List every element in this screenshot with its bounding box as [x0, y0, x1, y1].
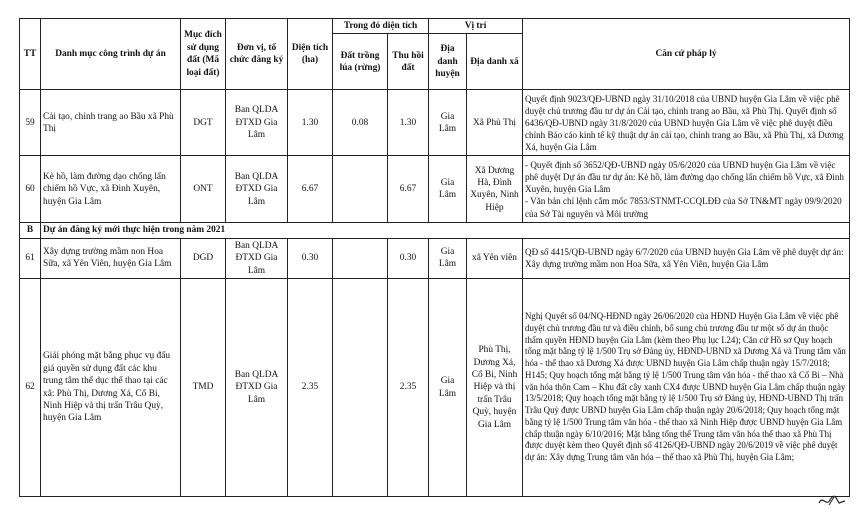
table-row	[20, 279, 850, 497]
row-legal-basis: Nghị Quyết số 04/NQ-HĐND ngày 26/06/2020 của HĐND Huyện Gia Lâm về việc phê duyệt chủ trương đầu tư và điều chỉnh, bổ sung chủ trương đầu tư một số dự án thuộc thẩm quyền HĐND huyện Gia Lâm (kèm theo Phụ lục I.24); Căn cứ Hồ sơ Quy hoạch tổng mặt bằng tỷ lệ 1/500 Trụ sở Đảng ủy, HĐND-UBND xã Dương Xá và Trung tâm văn hóa - thể thao xã Dương Xá được UBND huyện Gia Lâm chấp thuận ngày 15/7/2018; H145; Quy hoạch tổng mặt bằng tỷ lệ 1/500 Trung tâm văn hóa - thể thao xã Cổ Bi – Nhà văn hóa thôn Cam – Khu đất cây xanh CX4 được UBND huyện Gia Lâm chấp thuận ngày 13/5/2018; Quy hoạch tổng mặt bằng tỷ lệ 1/500 Trụ sở Đảng ủy, HĐND-UBND Thị trấn Trâu Quỳ được UBND huyện Gia Lâm chấp thuận ngày 20/6/2018; Quy hoạch tổng mặt bằng tỷ lệ 1/500 Trung tâm văn hóa - thể thao xã Ninh Hiệp được UBND huyện Gia Lâm chấp thuận ngày 6/10/2016; Mặt bằng tổng thể Trung tâm văn hóa thể thao xã Phù Thị được duyệt kèm theo Quyết định số 4126/QĐ-UBND ngày 20/6/2019 về việc phê duyệt dự án: Xây dựng Trung tâm văn hóa – thể thao xã Phù Thị, huyện Gia Lâm;	[523, 279, 850, 497]
header-legal: Căn cứ pháp lý	[523, 19, 850, 90]
row-recovered: 0.30	[388, 238, 429, 278]
row-district: Gia Lâm	[429, 279, 467, 497]
row-legal-basis: QĐ số 4415/QĐ-UBND ngày 6/7/2020 của UBND huyện Gia Lâm về phê duyệt dự án: Xây dựng trường mầm non Hoa Sữa, xã Yên Viên, huyện Gia Lâm	[523, 238, 850, 278]
row-rice-land	[333, 279, 388, 497]
row-commune: Xã Dương Hà, Đình Xuyên, Ninh Hiệp	[467, 156, 523, 223]
row-land-code: DGT	[181, 90, 226, 156]
row-recovered: 2.35	[388, 279, 429, 497]
header-commune: Địa danh xã	[467, 34, 523, 90]
row-project-name: Kè hồ, làm đường dạo chống lấn chiếm hồ Vực, xã Đình Xuyên, huyện Gia Lâm	[41, 156, 181, 223]
row-rice-land: 0.08	[333, 90, 388, 156]
row-tt: 59	[20, 90, 41, 156]
section-row	[20, 223, 850, 238]
row-unit: Ban QLDA ĐTXD Gia Lâm	[226, 279, 288, 497]
row-commune: Phù Thị, Dương Xá, Cổ Bi, Ninh Hiệp và thị trấn Trâu Quỳ, huyện Gia Lâm	[467, 279, 523, 497]
row-rice-land	[333, 238, 388, 278]
row-tt: 61	[20, 238, 41, 278]
row-area: 2.35	[288, 279, 333, 497]
row-project-name: Xây dựng trường mầm non Hoa Sữa, xã Yên Viên, huyện Gia Lâm	[41, 238, 181, 278]
row-land-code: ONT	[181, 156, 226, 223]
row-tt: 62	[20, 279, 41, 497]
row-land-code: DGD	[181, 238, 226, 278]
header-district: Địa danh huyện	[429, 34, 467, 90]
header-project: Danh mục công trình dự án	[41, 19, 181, 90]
row-recovered: 1.30	[388, 90, 429, 156]
row-recovered: 6.67	[388, 156, 429, 223]
initial-signature-mark	[817, 491, 847, 509]
header-of-which: Trong đó diện tích	[333, 19, 429, 34]
row-rice-land	[333, 156, 388, 223]
row-project-name: Cải tạo, chỉnh trang ao Bầu xã Phù Thị	[41, 90, 181, 156]
row-district: Gia Lâm	[429, 90, 467, 156]
header-recovered: Thu hồi đất	[388, 34, 429, 90]
land-use-project-table	[19, 18, 850, 497]
section-title: Dự án đăng ký mới thực hiện trong năm 2021	[41, 223, 850, 238]
header-location: Vị trí	[429, 19, 523, 34]
header-area: Diện tích (ha)	[288, 19, 333, 90]
row-district: Gia Lâm	[429, 238, 467, 278]
row-unit: Ban QLDA ĐTXD Gia Lâm	[226, 90, 288, 156]
table-row	[20, 156, 850, 223]
row-area: 1.30	[288, 90, 333, 156]
row-legal-basis: Quyết định 9023/QĐ-UBND ngày 31/10/2018 của UBND huyện Gia Lâm về việc phê duyệt chủ trương đầu tư dự án Cải tạo, chỉnh trang ao Bầu, xã Phù Thị. Quyết định số 6436/QĐ-UBND ngày 31/8/2020 của UBND huyện Gia Lâm về việc phê duyệt điều chỉnh Báo cáo kinh tế kỹ thuật dự án cải tạo, chỉnh trang ao Bầu, xã Phù Thị, xã Dương Xá, huyện Gia Lâm	[523, 90, 850, 156]
header-tt: TT	[20, 19, 41, 90]
row-tt: 60	[20, 156, 41, 223]
row-legal-basis: - Quyết định số 3652/QĐ-UBND ngày 05/6/2020 của UBND huyện Gia Lâm về việc phê duyệt Dự án đầu tư dự án: Kè hồ, làm đường dạo chống lấn chiếm hồ Vực, xã Đình Xuyên, huyện Gia Lâm - Văn bản chỉ lệnh cắm mốc 7853/STNMT-CCQLĐĐ của Sở TN&MT ngày 09/9/2020 của Sở Tài nguyên và Môi trường	[523, 156, 850, 223]
row-unit: Ban QLDA ĐTXD Gia Lâm	[226, 156, 288, 223]
header-purpose: Mục đích sử dụng đất (Mã loại đất)	[181, 19, 226, 90]
row-commune: xã Yên viên	[467, 238, 523, 278]
section-letter: B	[20, 223, 41, 238]
row-district: Gia Lâm	[429, 156, 467, 223]
row-commune: Xã Phù Thị	[467, 90, 523, 156]
row-land-code: TMD	[181, 279, 226, 497]
row-area: 0.30	[288, 238, 333, 278]
header-rice-land: Đất trồng lúa (rừng)	[333, 34, 388, 90]
table-row	[20, 90, 850, 156]
header-unit: Đơn vị, tổ chức đăng ký	[226, 19, 288, 90]
row-area: 6.67	[288, 156, 333, 223]
row-project-name: Giải phóng mặt bằng phục vụ đấu giá quyền sử dụng đất các khu trung tâm thể dục thể thao tại các xã: Phù Thị, Dương Xá, Cổ Bi, Ninh Hiệp và thị trấn Trâu Quỳ, huyện Gia Lâm	[41, 279, 181, 497]
row-unit: Ban QLDA ĐTXD Gia Lâm	[226, 238, 288, 278]
table-row	[20, 238, 850, 278]
